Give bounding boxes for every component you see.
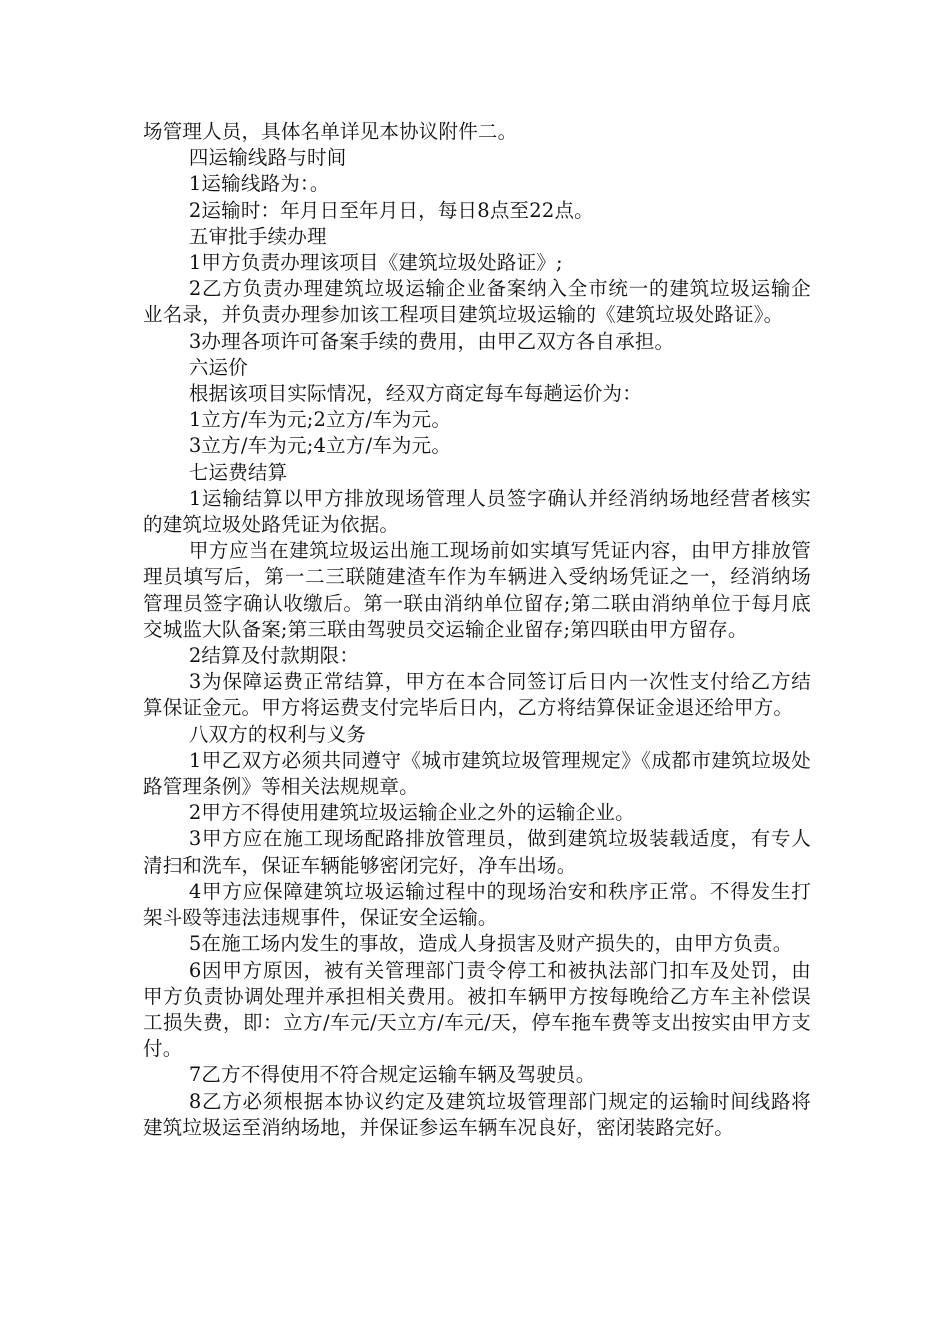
paragraph: 3为保障运费正常结算，甲方在本合同签订后日内一次性支付给乙方结算保证金元。甲方将运费支付完毕后日内，乙方将结算保证金退还给甲方。	[143, 670, 811, 720]
paragraph: 4甲方应保障建筑垃圾运输过程中的现场治安和秩序正常。不得发生打架斗殴等违法违规事件，保证安全运输。	[143, 879, 811, 930]
paragraph: 3甲方应在施工现场配路排放管理员，做到建筑垃圾装载适度，有专人清扫和洗车，保证车辆能够密闭完好，净车出场。	[143, 827, 811, 877]
paragraph: 2乙方负责办理建筑垃圾运输企业备案纳入全市统一的建筑垃圾运输企业名录，并负责办理参加该工程项目建筑垃圾运输的《建筑垃圾处路证》。	[143, 277, 811, 327]
paragraph: 2甲方不得使用建筑垃圾运输企业之外的运输企业。	[188, 801, 635, 825]
section-heading: 七运费结算	[188, 460, 288, 484]
paragraph: 5在施工场内发生的事故，造成人身损害及财产损失的，由甲方负责。	[188, 932, 793, 956]
paragraph: 3办理各项许可备案手续的费用，由甲乙双方各自承担。	[188, 329, 675, 353]
paragraph: 甲方应当在建筑垃圾运出施工现场前如实填写凭证内容，由甲方排放管理员填写后，第一二三联随建渣车作为车辆进入受纳场凭证之一，经消纳场管理员签字确认收缴后。第一联由消纳单位留存;第二联由消纳单位于每月底交城监大队备案;第三联由驾驶员交运输企业留存;第四联由甲方留存。	[143, 539, 811, 641]
paragraph: 1立方/车为元;2立方/车为元。	[188, 408, 452, 432]
paragraph: 8乙方必须根据本协议约定及建筑垃圾管理部门规定的运输时间线路将建筑垃圾运至消纳场地，并保证参运车辆车况良好，密闭装路完好。	[143, 1089, 811, 1139]
paragraph: 2结算及付款期限：	[188, 644, 360, 668]
section-heading: 四运输线路与时间	[188, 146, 347, 170]
paragraph: 场管理人员，具体名单详见本协议附件二。	[143, 120, 518, 143]
paragraph: 1运输结算以甲方排放现场管理人员签字确认并经消纳场地经营者核实的建筑垃圾处路凭证为依据。	[143, 486, 811, 537]
paragraph: 1运输线路为：。	[188, 172, 330, 196]
paragraph: 1甲乙双方必须共同遵守《城市建筑垃圾管理规定》《成都市建筑垃圾处路管理条例》等相关法规规章。	[143, 748, 811, 799]
section-heading: 六运价	[188, 355, 248, 379]
section-heading: 八双方的权利与义务	[188, 722, 367, 746]
document-body	[143, 119, 811, 1141]
section-heading: 五审批手续办理	[188, 224, 327, 248]
paragraph: 3立方/车为元;4立方/车为元。	[188, 434, 452, 458]
paragraph: 根据该项目实际情况，经双方商定每车每趟运价为：	[188, 382, 642, 406]
paragraph: 6因甲方原因，被有关管理部门责令停工和被执法部门扣车及处罚，由甲方负责协调处理并承担相关费用。被扣车辆甲方按每晚给乙方车主补偿误工损失费，即：立方/车元/天立方/车元/天，停车拖车费等支出按实由甲方支付。	[143, 958, 811, 1061]
paragraph: 1甲方负责办理该项目《建筑垃圾处路证》;	[188, 251, 563, 275]
paragraph: 2运输时：年月日至年月日，每日8点至22点。	[188, 198, 594, 222]
paragraph: 7乙方不得使用不符合规定运输车辆及驾驶员。	[188, 1063, 596, 1087]
